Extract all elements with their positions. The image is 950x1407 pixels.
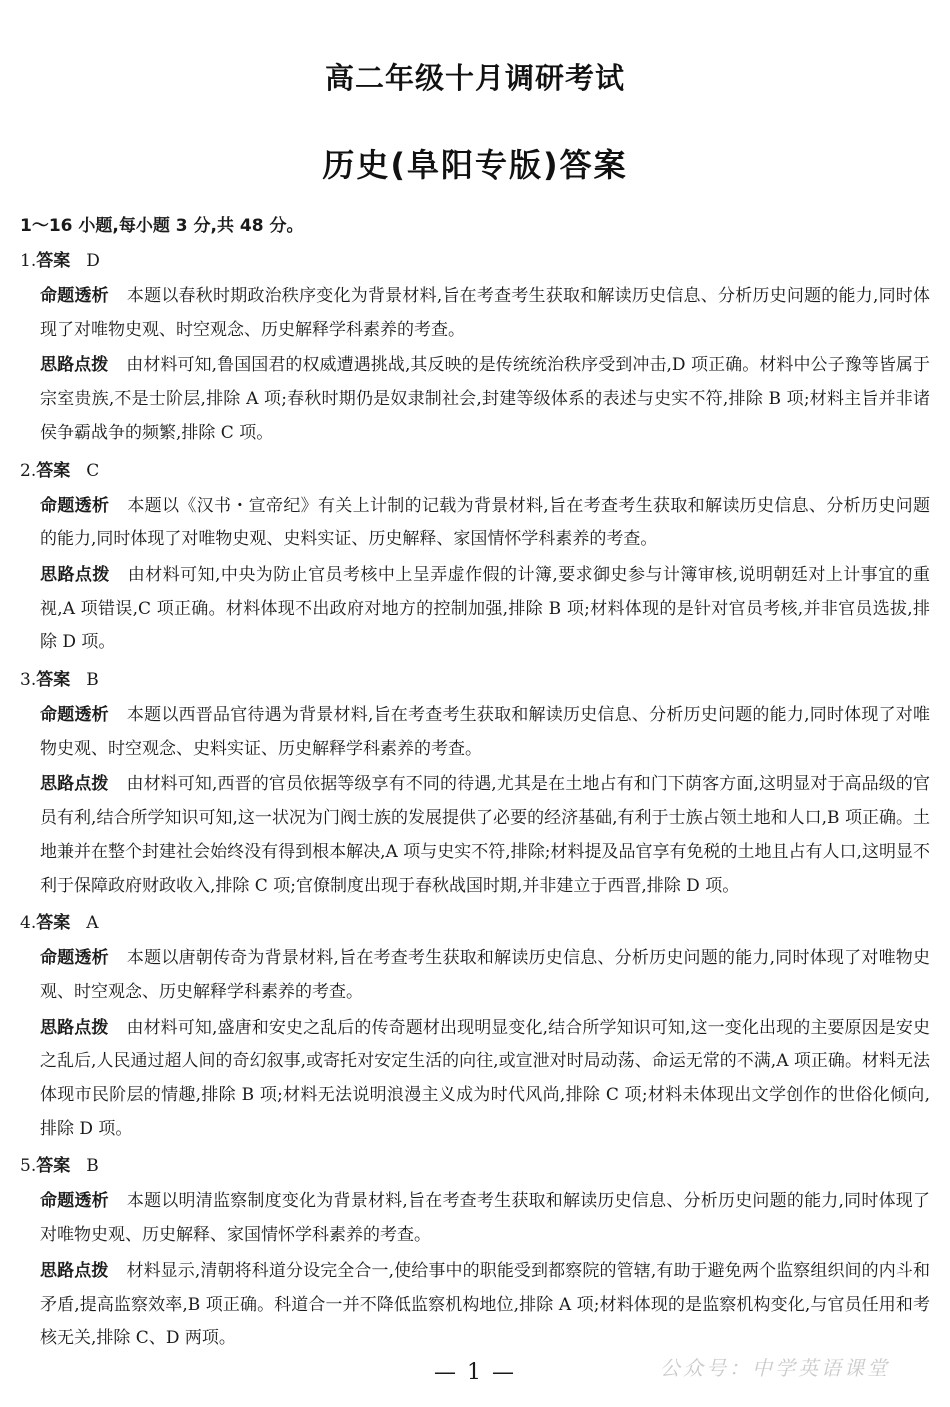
question-1 (20, 249, 930, 451)
question-2 (20, 459, 930, 661)
question-4 (20, 911, 930, 1146)
answer-content (20, 214, 930, 1364)
approach-label: 思路点拨 (40, 355, 109, 376)
analysis-label: 命题透析 (40, 705, 109, 726)
answer-label: 答案 (36, 251, 71, 271)
question-3 (20, 668, 930, 903)
approach-paragraph (40, 1012, 930, 1147)
approach-label: 思路点拨 (40, 774, 109, 795)
analysis-text: 本题以春秋时期政治秩序变化为背景材料,旨在考查考生获取和解读历史信息、分析历史问题的能力,同时体现了对唯物史观、时空观念、历史解释学科素养的考查。 (40, 286, 931, 340)
analysis-label: 命题透析 (40, 1191, 109, 1212)
question-header (20, 459, 930, 483)
answer-value: D (86, 251, 100, 271)
analysis-text: 本题以西晋品官待遇为背景材料,旨在考查考生获取和解读历史信息、分析历史问题的能力,同时体现了对唯物史观、时空观念、史料实证、历史解释学科素养的考查。 (40, 705, 931, 759)
analysis-label: 命题透析 (40, 286, 109, 306)
analysis-label: 命题透析 (40, 948, 109, 969)
question-number: 4. (20, 913, 37, 934)
question-header (20, 249, 930, 273)
approach-text: 由材料可知,西晋的官员依据等级享有不同的待遇,尤其是在土地占有和门下荫客方面,这明显对于高品级的官员有利,结合所学知识可知,这一状况为门阀士族的发展提供了必要的经济基础,有利于士族占领土地和人口,B 项正确。土地兼并在整个封建社会始终没有得到根本解决,A 项与史实不符,排除;材料提及品官享有免税的土地且占有人口,这明显不利于保障政府财政收入,排除 C 项;官僚制度出现于春秋战国时期,并非建立于西晋,排除 D 项。 (40, 774, 930, 896)
approach-text: 由材料可知,盛唐和安史之乱后的传奇题材出现明显变化,结合所学知识可知,这一变化出现的主要原因是安史之乱后,人民通过超人间的奇幻叙事,或寄托对安定生活的向往,或宣泄对时局动荡、命运无常的不满,A 项正确。材料无法体现市民阶层的情趣,排除 B 项;材料无法说明浪漫主义成为时代风尚,排除 C 项;材料未体现出文学创作的世俗化倾向,排除 D 项。 (40, 1017, 930, 1139)
analysis-text: 本题以唐朝传奇为背景材料,旨在考查考生获取和解读历史信息、分析历史问题的能力,同时体现了对唯物史观、时空观念、历史解释学科素养的考查。 (40, 948, 931, 1002)
watermark: 公众号：中学英语课堂 (660, 1356, 890, 1380)
analysis-text: 本题以明清监察制度变化为背景材料,旨在考查考生获取和解读历史信息、分析历史问题的能力,同时体现了对唯物史观、历史解释、家国情怀学科素养的考查。 (40, 1191, 931, 1246)
analysis-paragraph (40, 280, 930, 347)
approach-text: 材料显示,清朝将科道分设完全合一,使给事中的职能受到都察院的管辖,有助于避免两个监察组织间的内斗和矛盾,提高监察效率,B 项正确。科道合一并不降低监察机构地位,排除 A 项;材料体现的是监察机构变化,与官员任用和考核无关,排除 C、D 两项。 (40, 1260, 930, 1349)
analysis-paragraph (40, 942, 930, 1009)
approach-label: 思路点拨 (40, 1017, 109, 1038)
question-header (20, 1154, 930, 1178)
approach-label: 思路点拨 (40, 564, 110, 585)
question-header (20, 911, 930, 935)
answer-label: 答案 (36, 913, 71, 934)
approach-paragraph (40, 559, 930, 660)
question-number: 5. (20, 1156, 37, 1177)
answer-value: B (86, 1156, 99, 1177)
analysis-paragraph (40, 699, 930, 766)
approach-paragraph (40, 768, 930, 903)
answer-value: C (86, 460, 100, 481)
question-number: 3. (20, 670, 37, 691)
answer-label: 答案 (36, 1156, 71, 1177)
answer-value: A (86, 913, 99, 934)
question-number: 2. (20, 460, 37, 481)
analysis-label: 命题透析 (40, 495, 110, 516)
approach-text: 由材料可知,鲁国国君的权威遭遇挑战,其反映的是传统统治秩序受到冲击,D 项正确。材料中公子豫等皆属于宗室贵族,不是士阶层,排除 A 项;春秋时期仍是奴隶制社会,封建等级体系的表述与史实不符,排除 B 项;材料主旨并非诸侯争霸战争的频繁,排除 C 项。 (40, 355, 930, 443)
question-number: 1. (20, 251, 37, 271)
question-header (20, 668, 930, 692)
page-number: — 1 — (434, 1360, 516, 1385)
approach-paragraph (40, 349, 930, 450)
answer-value: B (86, 670, 99, 691)
approach-paragraph (40, 1255, 930, 1356)
approach-label: 思路点拨 (40, 1260, 109, 1281)
analysis-paragraph (40, 1185, 930, 1252)
analysis-text: 本题以《汉书・宣帝纪》有关上计制的记载为背景材料,旨在考查考生获取和解读历史信息、分析历史问题的能力,同时体现了对唯物史观、史料实证、历史解释、家国情怀学科素养的考查。 (40, 495, 930, 550)
answer-label: 答案 (36, 670, 71, 691)
section-intro: 1～16 小题,每小题 3 分,共 48 分。 (20, 216, 304, 236)
answer-label: 答案 (36, 460, 71, 481)
question-5 (20, 1154, 930, 1356)
exam-title: 高二年级十月调研考试 (324, 61, 625, 95)
approach-text: 由材料可知,中央为防止官员考核中上呈弄虚作假的计簿,要求御史参与计簿审核,说明朝廷对上计事宜的重视,A 项错误,C 项正确。材料体现不出政府对地方的控制加强,排除 B 项;材料体现的是针对官员考核,并非官员选拔,排除 D 项。 (40, 564, 931, 653)
analysis-paragraph (40, 490, 930, 557)
subject-title: 历史(阜阳专版)答案 (322, 146, 628, 184)
